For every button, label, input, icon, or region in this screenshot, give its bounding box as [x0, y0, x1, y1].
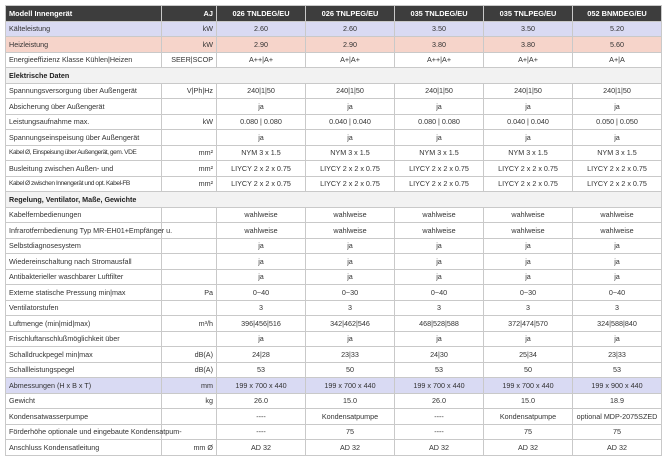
row-value: ja [306, 254, 395, 270]
row-value: LIYCY 2 x 2 x 0.75 [395, 176, 484, 192]
row-value: 0.040 | 0.040 [484, 114, 573, 130]
section-row [6, 192, 662, 208]
spec-table [5, 5, 662, 456]
row-value: 199 x 700 x 440 [395, 378, 484, 394]
row-value: ja [484, 331, 573, 347]
row-label: Spannungseinspeisung über Außengerät [6, 130, 162, 146]
row-unit [162, 269, 217, 285]
row-label: Energieeffizienz Klasse Kühlen|Heizen [6, 52, 162, 68]
row-unit: mm² [162, 145, 217, 161]
table-row [6, 207, 662, 223]
row-value: wahlweise [395, 207, 484, 223]
table-row [6, 424, 662, 440]
row-value: ja [217, 269, 306, 285]
table-row [6, 52, 662, 68]
row-value: 240|1|50 [217, 83, 306, 99]
row-value: LIYCY 2 x 2 x 0.75 [573, 161, 662, 177]
model-header: 026 TNLDEG/EU [217, 6, 306, 22]
row-value: ja [306, 269, 395, 285]
row-unit [162, 331, 217, 347]
row-value: ja [395, 99, 484, 115]
row-value: 23|33 [306, 347, 395, 363]
row-label: Gewicht [6, 393, 162, 409]
row-value: ja [484, 238, 573, 254]
row-label: Kabel Ø, Einspeisung über Außengerät, gem. VDE [6, 145, 162, 161]
row-value: 2.90 [306, 37, 395, 53]
row-value: ja [217, 99, 306, 115]
row-value: 3 [306, 300, 395, 316]
row-label: Förderhöhe optionale und eingebaute Kondensatpum- [6, 424, 162, 440]
row-value: 26.0 [395, 393, 484, 409]
row-value: ja [217, 331, 306, 347]
row-label: Heizleistung [6, 37, 162, 53]
row-unit [162, 300, 217, 316]
row-value: ja [573, 99, 662, 115]
row-value: NYM 3 x 1.5 [395, 145, 484, 161]
row-value: ja [484, 99, 573, 115]
row-unit: kg [162, 393, 217, 409]
row-unit: kW [162, 114, 217, 130]
row-value: 3 [395, 300, 484, 316]
row-value: ja [484, 130, 573, 146]
row-value: Kondensatpumpe [484, 409, 573, 425]
row-unit: dB(A) [162, 347, 217, 363]
row-value: ja [573, 254, 662, 270]
row-value: 75 [484, 424, 573, 440]
row-value: 0.080 | 0.080 [217, 114, 306, 130]
table-row [6, 331, 662, 347]
row-value: 0.050 | 0.050 [573, 114, 662, 130]
row-label: Antibakterieller waschbarer Luftfilter [6, 269, 162, 285]
row-value: 199 x 700 x 440 [484, 378, 573, 394]
row-unit: mm [162, 378, 217, 394]
row-value: ja [573, 130, 662, 146]
row-unit: mm² [162, 161, 217, 177]
row-value: 5.20 [573, 21, 662, 37]
row-value: 0~40 [217, 285, 306, 301]
row-value: 3 [217, 300, 306, 316]
row-value: 50 [484, 362, 573, 378]
table-row [6, 254, 662, 270]
row-value: LIYCY 2 x 2 x 0.75 [306, 161, 395, 177]
row-value: A++|A+ [217, 52, 306, 68]
row-unit [162, 207, 217, 223]
table-row [6, 238, 662, 254]
row-value: 240|1|50 [573, 83, 662, 99]
table-row [6, 409, 662, 425]
row-label: Kälteleistung [6, 21, 162, 37]
row-label: Schalldruckpegel min|max [6, 347, 162, 363]
row-value: A+|A+ [484, 52, 573, 68]
section-row [6, 68, 662, 84]
row-unit [162, 409, 217, 425]
header-label: Modell Innengerät [6, 6, 162, 22]
row-value: 75 [306, 424, 395, 440]
table-row [6, 362, 662, 378]
row-value: ja [217, 130, 306, 146]
row-value: 53 [217, 362, 306, 378]
row-value: NYM 3 x 1.5 [217, 145, 306, 161]
row-value: 50 [306, 362, 395, 378]
row-value: wahlweise [306, 223, 395, 239]
row-value: 199 x 700 x 440 [306, 378, 395, 394]
row-label: Absicherung über Außengerät [6, 99, 162, 115]
row-unit: mm Ø [162, 440, 217, 456]
row-value: ---- [217, 424, 306, 440]
row-value: A+|A+ [306, 52, 395, 68]
row-value: 2.60 [306, 21, 395, 37]
row-value: 372|474|570 [484, 316, 573, 332]
row-value: ja [306, 130, 395, 146]
row-value: ---- [395, 409, 484, 425]
row-unit: SEER|SCOP [162, 52, 217, 68]
header-row [6, 6, 662, 22]
row-value: 240|1|50 [306, 83, 395, 99]
row-value: 240|1|50 [484, 83, 573, 99]
row-value: 0~30 [484, 285, 573, 301]
row-value: 3 [573, 300, 662, 316]
row-value: 3.50 [395, 21, 484, 37]
row-value: 199 x 900 x 440 [573, 378, 662, 394]
row-label: Anschluss Kondensatleitung [6, 440, 162, 456]
model-header: 035 TNLDEG/EU [395, 6, 484, 22]
row-label: Kabel Ø zwischen Innengerät und opt. Kabel-FB [6, 176, 162, 192]
row-label: Frischluftanschlußmöglichkeit über [6, 331, 162, 347]
row-value: NYM 3 x 1.5 [573, 145, 662, 161]
table-row [6, 37, 662, 53]
row-value: LIYCY 2 x 2 x 0.75 [395, 161, 484, 177]
table-row [6, 176, 662, 192]
row-value: wahlweise [217, 207, 306, 223]
row-value: 240|1|50 [395, 83, 484, 99]
row-value: 3.80 [484, 37, 573, 53]
row-value: LIYCY 2 x 2 x 0.75 [217, 176, 306, 192]
row-value: ja [306, 238, 395, 254]
row-value: AD 32 [217, 440, 306, 456]
table-row [6, 21, 662, 37]
row-value: 0~40 [573, 285, 662, 301]
row-value: 0~40 [395, 285, 484, 301]
row-unit [162, 99, 217, 115]
row-value: ---- [217, 409, 306, 425]
row-value: wahlweise [306, 207, 395, 223]
row-value: 53 [573, 362, 662, 378]
row-value: optional MDP-2075SZED [573, 409, 662, 425]
row-value: 26.0 [217, 393, 306, 409]
row-unit: mm² [162, 176, 217, 192]
row-unit [162, 254, 217, 270]
row-value: 199 x 700 x 440 [217, 378, 306, 394]
row-unit: V|Ph|Hz [162, 83, 217, 99]
row-value: ja [573, 331, 662, 347]
row-label: Busleitung zwischen Außen- und [6, 161, 162, 177]
model-header: 035 TNLPEG/EU [484, 6, 573, 22]
row-label: Kabelfernbedienungen [6, 207, 162, 223]
row-value: 2.90 [217, 37, 306, 53]
row-unit: kW [162, 21, 217, 37]
row-value: ja [306, 331, 395, 347]
row-value: ja [395, 130, 484, 146]
table-row [6, 130, 662, 146]
table-row [6, 114, 662, 130]
row-label: Infrarotfernbedienung Typ MR-EH01+Empfänger u. [6, 223, 162, 239]
row-unit: dB(A) [162, 362, 217, 378]
row-value: ja [306, 99, 395, 115]
row-value: NYM 3 x 1.5 [306, 145, 395, 161]
row-value: 25|34 [484, 347, 573, 363]
row-unit: Pa [162, 285, 217, 301]
row-value: 15.0 [306, 393, 395, 409]
table-row [6, 145, 662, 161]
row-value: AD 32 [395, 440, 484, 456]
row-value: LIYCY 2 x 2 x 0.75 [306, 176, 395, 192]
row-label: Luftmenge (min|mid|max) [6, 316, 162, 332]
row-value: Kondensatpumpe [306, 409, 395, 425]
table-row [6, 83, 662, 99]
row-value: ja [395, 331, 484, 347]
row-value: AD 32 [306, 440, 395, 456]
row-value: 342|462|546 [306, 316, 395, 332]
row-value: 0.080 | 0.080 [395, 114, 484, 130]
row-value: 18.9 [573, 393, 662, 409]
row-value: A+|A [573, 52, 662, 68]
model-header: 026 TNLPEG/EU [306, 6, 395, 22]
row-value: ja [573, 269, 662, 285]
row-value: AD 32 [484, 440, 573, 456]
row-value: ja [395, 254, 484, 270]
row-value: AD 32 [573, 440, 662, 456]
row-label: Leistungsaufnahme max. [6, 114, 162, 130]
row-value: ja [217, 254, 306, 270]
row-value: 53 [395, 362, 484, 378]
table-row [6, 393, 662, 409]
row-value: wahlweise [484, 223, 573, 239]
row-value: wahlweise [395, 223, 484, 239]
table-row [6, 99, 662, 115]
row-value: ja [484, 269, 573, 285]
row-value: ja [395, 269, 484, 285]
row-unit: kW [162, 37, 217, 53]
row-value: 468|528|588 [395, 316, 484, 332]
row-value: 75 [573, 424, 662, 440]
row-value: LIYCY 2 x 2 x 0.75 [484, 176, 573, 192]
model-header: 052 BNMDEG/EU [573, 6, 662, 22]
table-row [6, 161, 662, 177]
row-value: ---- [395, 424, 484, 440]
row-unit [162, 130, 217, 146]
header-unit: AJ [162, 6, 217, 22]
row-value: 24|28 [217, 347, 306, 363]
row-label: Externe statische Pressung min|max [6, 285, 162, 301]
row-value: 24|30 [395, 347, 484, 363]
row-label: Abmessungen (H x B x T) [6, 378, 162, 394]
row-value: 324|588|840 [573, 316, 662, 332]
row-value: 5.60 [573, 37, 662, 53]
row-label: Selbstdiagnosesystem [6, 238, 162, 254]
row-value: 0~30 [306, 285, 395, 301]
row-value: 0.040 | 0.040 [306, 114, 395, 130]
row-value: LIYCY 2 x 2 x 0.75 [217, 161, 306, 177]
row-value: wahlweise [484, 207, 573, 223]
table-row [6, 269, 662, 285]
section-title: Elektrische Daten [6, 68, 662, 84]
row-value: A++|A+ [395, 52, 484, 68]
row-value: 3.50 [484, 21, 573, 37]
row-value: 3 [484, 300, 573, 316]
table-row [6, 223, 662, 239]
row-value: ja [484, 254, 573, 270]
row-label: Kondensatwasserpumpe [6, 409, 162, 425]
table-row [6, 316, 662, 332]
table-row [6, 440, 662, 456]
row-value: LIYCY 2 x 2 x 0.75 [573, 176, 662, 192]
row-unit: m³/h [162, 316, 217, 332]
table-row [6, 300, 662, 316]
row-value: 23|33 [573, 347, 662, 363]
row-label: Wiedereinschaltung nach Stromausfall [6, 254, 162, 270]
row-label: Schallleistungspegel [6, 362, 162, 378]
row-value: 3.80 [395, 37, 484, 53]
row-value: NYM 3 x 1.5 [484, 145, 573, 161]
row-label: Spannungsversorgung über Außengerät [6, 83, 162, 99]
row-label: Ventilatorstufen [6, 300, 162, 316]
table-row [6, 285, 662, 301]
row-value: 2.60 [217, 21, 306, 37]
row-value: ja [395, 238, 484, 254]
table-row [6, 347, 662, 363]
row-value: ja [217, 238, 306, 254]
row-value: LIYCY 2 x 2 x 0.75 [484, 161, 573, 177]
row-value: ja [573, 238, 662, 254]
row-value: 396|456|516 [217, 316, 306, 332]
row-value: wahlweise [573, 223, 662, 239]
row-unit [162, 238, 217, 254]
table-row [6, 378, 662, 394]
row-value: 15.0 [484, 393, 573, 409]
row-value: wahlweise [217, 223, 306, 239]
section-title: Regelung, Ventilator, Maße, Gewichte [6, 192, 662, 208]
row-value: wahlweise [573, 207, 662, 223]
